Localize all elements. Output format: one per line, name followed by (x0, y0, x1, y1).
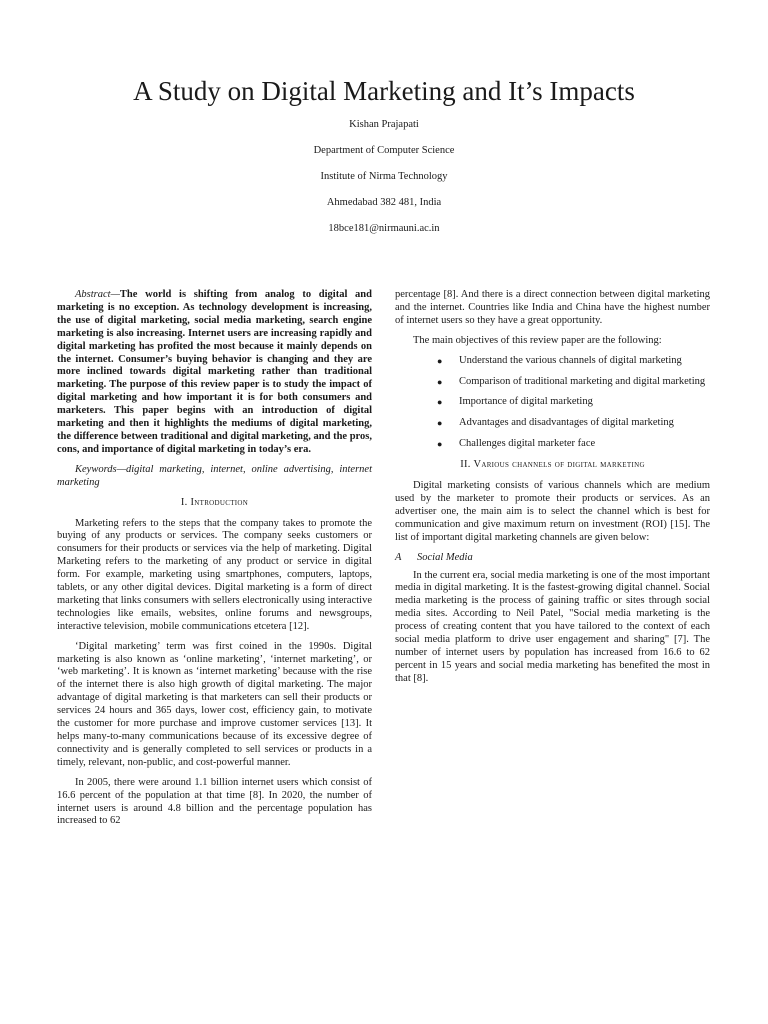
continuation-paragraph: percentage [8]. And there is a direct connection between digital marketing and the internet. Countries like India and China have the highest number of internet users so they have a great opportunity. (395, 289, 710, 326)
bullet-icon: ● (437, 376, 443, 387)
bullet-icon: ● (437, 355, 443, 366)
author-name: Kishan Prajapati (349, 119, 419, 130)
author-block (0, 112, 768, 242)
abstract-lead: Abstract— (75, 289, 120, 300)
intro-paragraph-1: Marketing refers to the steps that the company takes to promote the buying of any products or services. The company seeks customers or consumers for their products or services via the help of marketing. Digital Marketing refers to the marketing of any product or service in digital form. For example, marketing using smartphones, computers, laptops, tablets, or any other digital devices. Digital marketing is a form of direct marketing that links consumers with sellers electronically using interactive technologies like emails, websites, online forums and newsgroups, interactive television, mobile communications etcetera [12]. (57, 517, 372, 632)
abstract (57, 289, 372, 457)
left-column (57, 289, 372, 835)
subsection-title: Social Media (417, 551, 473, 563)
section-heading-channels: II. Various channels of digital marketing (460, 459, 645, 471)
list-item: ● Importance of digital marketing (437, 396, 593, 408)
author-email: 18bce181@nirmauni.ac.in (328, 223, 440, 234)
abstract-text: The world is shifting from analog to digital and marketing is no exception. As technology development is increasing, the use of digital marketing, social media marketing, search engine marketing is also increasing. Internet users are increasing rapidly and digital marketing has profited the most because it mainly depends on the internet. Consumer’s buying behavior is changing and they are more inclined towards digital marketing rather than traditional marketing. The purpose of this review paper is to study the impact of digital marketing and how important it is for both consumers and marketers. This paper begins with an introduction of digital marketing and then it highlights the mediums of digital marketing, the difference between traditional and digital marketing, and the pros, cons, and importance of digital marketing in today’s era. (57, 289, 372, 455)
author-address: Ahmedabad 382 481, India (326, 197, 442, 208)
bullet-icon: ● (437, 397, 443, 408)
right-column (395, 289, 710, 693)
keywords: Keywords—digital marketing, internet, online advertising, internet marketing (57, 463, 372, 488)
objectives-intro: The main objectives of this review paper are the following: (413, 334, 662, 346)
social-media-paragraph: In the current era, social media marketing is one of the most important media in digital marketing. It is the fastest-growing digital channel. Social media marketing is the process of gaining traffic or sites through social media sites. According to Neil Patel, "Social media marketing is the process of creating content that you have tailored to the context of each social media platform to drive user engagement and sharing" [7]. The number of internet users by population has increased from 16.6 to 62 percent in 15 years and social media marketing has benefited the most in that [8]. (395, 569, 710, 684)
section-heading-introduction: I. Introduction (180, 496, 249, 508)
objectives-list (395, 355, 710, 452)
list-item: ● Challenges digital marketer face (437, 438, 596, 450)
bullet-icon: ● (437, 439, 443, 450)
list-item: ● Understand the various channels of digital marketing (437, 354, 682, 366)
paper-title: A Study on Digital Marketing and It’s Impacts (133, 76, 635, 106)
subsection-letter: A (395, 551, 402, 563)
author-department: Department of Computer Science (313, 145, 455, 156)
bullet-icon: ● (437, 418, 443, 429)
intro-paragraph-3: In 2005, there were around 1.1 billion internet users which consist of 16.6 percent of the population at that time [8]. In 2020, the number of internet users is around 4.8 billion and the percentage population has increased to 62 (57, 776, 372, 827)
author-institute: Institute of Nirma Technology (320, 171, 448, 182)
channels-paragraph: Digital marketing consists of various channels which are medium used by the marketer to promote their products or services. As an advertiser one, the main aim is to select the channel which is best for communication and give maximum return on investment (ROI) [15]. The list of important digital marketing channels are given below: (395, 480, 710, 543)
list-item: ● Comparison of traditional marketing and digital marketing (437, 375, 706, 387)
subsection-heading-social-media (395, 552, 710, 565)
list-item: ● Advantages and disadvantages of digital marketing (437, 417, 674, 429)
intro-paragraph-2: ‘Digital marketing’ term was first coined in the 1990s. Digital marketing is also known as ‘online marketing’, ‘internet marketing’, or ‘web marketing’. It is known as ‘internet marketing’ because with the rise of the internet there is also high growth of digital marketing. The major advantage of digital marketing is that marketers can sell their products or services 24 hours and 365 days, lower cost, efficiency gain, to motivate the customer for more purchase and improve customer services [13]. It helps many-to-many communications because of its excessive degree of connectivity and is generally completed to sell services or products in a timely, relevant, non-public, and cost-powerful manner. (57, 640, 372, 768)
